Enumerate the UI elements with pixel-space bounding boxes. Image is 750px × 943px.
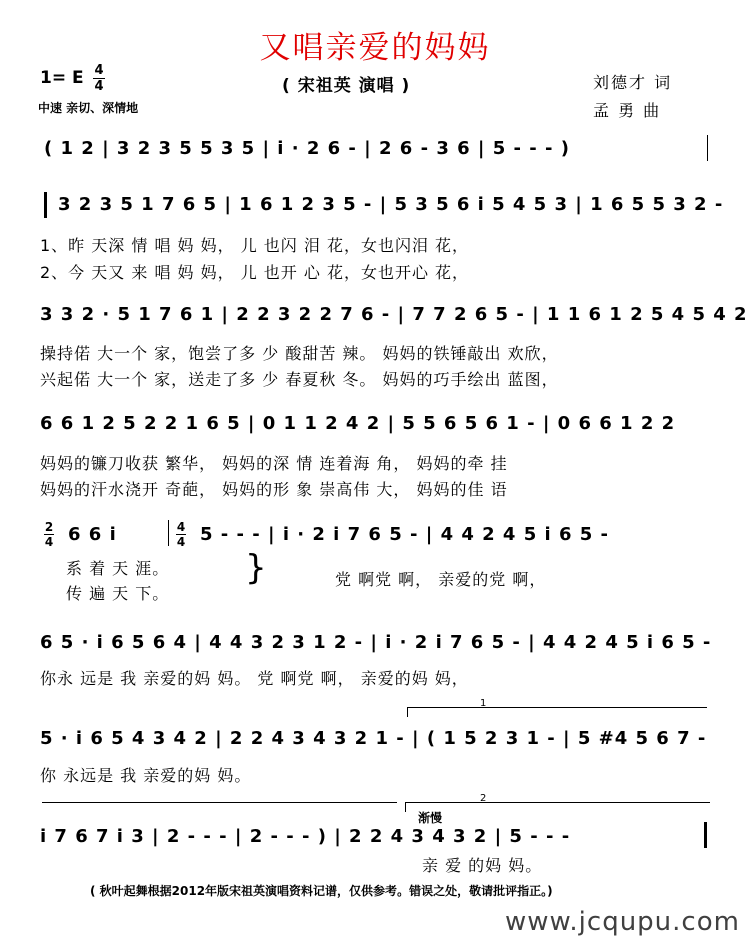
- score-row-3-lyric-2: 兴起偌 大一个 家，送走了多 少 春夏秋 冬。 妈妈的巧手绘出 蓝图，: [40, 370, 559, 389]
- score-row-2-lyric-1: 1、昨 天深 情 唱 妈 妈， 儿 也闪 泪 花，女也闪泪 花，: [40, 236, 470, 255]
- lyricist-credit: 刘德才 词: [593, 73, 673, 92]
- score-row-5-refrain: 党 啊党 啊， 亲爱的党 啊，: [335, 570, 547, 589]
- score-row-5-lyric-1: 系 着 天 涯。: [66, 559, 170, 578]
- site-watermark: www.jcqupu.com: [505, 907, 740, 937]
- transcription-note: ( 秋叶起舞根据2012年版宋祖英演唱资料记谱，仅供参考。错误之处，敬请批评指正。): [90, 884, 553, 898]
- score-row-6-lyric: 你永 远是 我 亲爱的妈 妈。 党 啊党 啊， 亲爱的妈 妈，: [40, 669, 469, 688]
- score-row-5-notes-b: 5 - - - | i · 2 i 7 6 5 - | 4 4 2 4 5 i 6 5 -: [200, 524, 610, 545]
- score-row-4-notes: 6 6 1 2 5 2 2 1 6 5 | 0 1 1 2 4 2 | 5 5 6 5 6 1 - | 0 6 6 1 2 2: [40, 413, 676, 434]
- score-row-2-notes: 3 2 3 5 1 7 6 5 | 1 6 1 2 3 5 - | 5 3 5 6 i 5 4 5 3 | 1 6 5 5 3 2 -: [58, 194, 724, 215]
- volta-1-number: 1: [480, 698, 487, 709]
- tempo-marking: 中速 亲切、深情地: [38, 101, 139, 115]
- singer-credit: ( 宋祖英 演唱 ): [282, 76, 411, 96]
- composer-credit: 孟 勇 曲: [593, 101, 662, 120]
- time-bottom: 4: [94, 79, 104, 94]
- score-row-5-notes-a: 6 6 i: [68, 524, 117, 545]
- ending-bracket-line: [42, 802, 397, 803]
- score-row-1-notes: ( 1 2 | 3 2 3 5 5 3 5 | i · 2 6 - | 2 6 - 3 6 | 5 - - - ): [44, 138, 570, 159]
- score-row-3-notes: 3 3 2 · 5 1 7 6 1 | 2 2 3 2 2 7 6 - | 7 7 2 6 5 - | 1 1 6 1 2 5 4 5 4 2: [40, 304, 748, 325]
- song-title: 又唱亲爱的妈妈: [259, 30, 491, 66]
- score-row-7-lyric: 你 永远是 我 亲爱的妈 妈。: [40, 766, 252, 785]
- time-top: 4: [94, 63, 104, 78]
- volta-1-tick: [407, 707, 408, 717]
- score-row-4-lyric-1: 妈妈的镰刀收获 繁华， 妈妈的深 情 连着海 角， 妈妈的牵 挂: [40, 454, 508, 473]
- lyric-brace: }: [245, 548, 267, 588]
- score-row-2-lyric-2: 2、今 天又 来 唱 妈 妈， 儿 也开 心 花，女也开心 花，: [40, 263, 470, 282]
- score-row-4-lyric-2: 妈妈的汗水浇开 奇葩， 妈妈的形 象 崇高伟 大， 妈妈的佳 语: [40, 480, 508, 499]
- final-barline: [704, 822, 707, 848]
- time-signature: [93, 64, 105, 93]
- score-row-6-notes: 6 5 · i 6 5 6 4 | 4 4 3 2 3 1 2 - | i · 2 i 7 6 5 - | 4 4 2 4 5 i 6 5 -: [40, 632, 712, 653]
- tempo-change-marking: 渐慢: [418, 811, 443, 825]
- time-signature-2-4: 2 4: [44, 520, 54, 549]
- score-row-7-notes: 5 · i 6 5 4 3 4 2 | 2 2 4 3 4 3 2 1 - | ( 1 5 2 3 1 - | 5 #4 5 6 7 -: [40, 728, 707, 749]
- barline: [168, 520, 169, 546]
- repeat-start: [44, 192, 47, 218]
- volta-2-number: 2: [480, 793, 487, 804]
- score-row-3-lyric-1: 操持偌 大一个 家，饱尝了多 少 酸甜苦 辣。 妈妈的铁锤敲出 欢欣，: [40, 344, 559, 363]
- score-row-8-lyric: 亲 爱 的妈 妈。: [422, 856, 543, 875]
- barline: [707, 135, 708, 161]
- key-signature: 1= E: [40, 68, 84, 88]
- volta-2-tick: [405, 802, 406, 812]
- volta-1-bracket: [407, 707, 707, 708]
- volta-2-bracket: [405, 802, 710, 803]
- score-row-5-lyric-2: 传 遍 天 下。: [66, 584, 170, 603]
- score-row-8-notes: i 7 6 7 i 3 | 2 - - - | 2 - - - ) | 2 2 4 3 4 3 2 | 5 - - -: [40, 826, 571, 847]
- time-signature-4-4: 4 4: [176, 520, 186, 549]
